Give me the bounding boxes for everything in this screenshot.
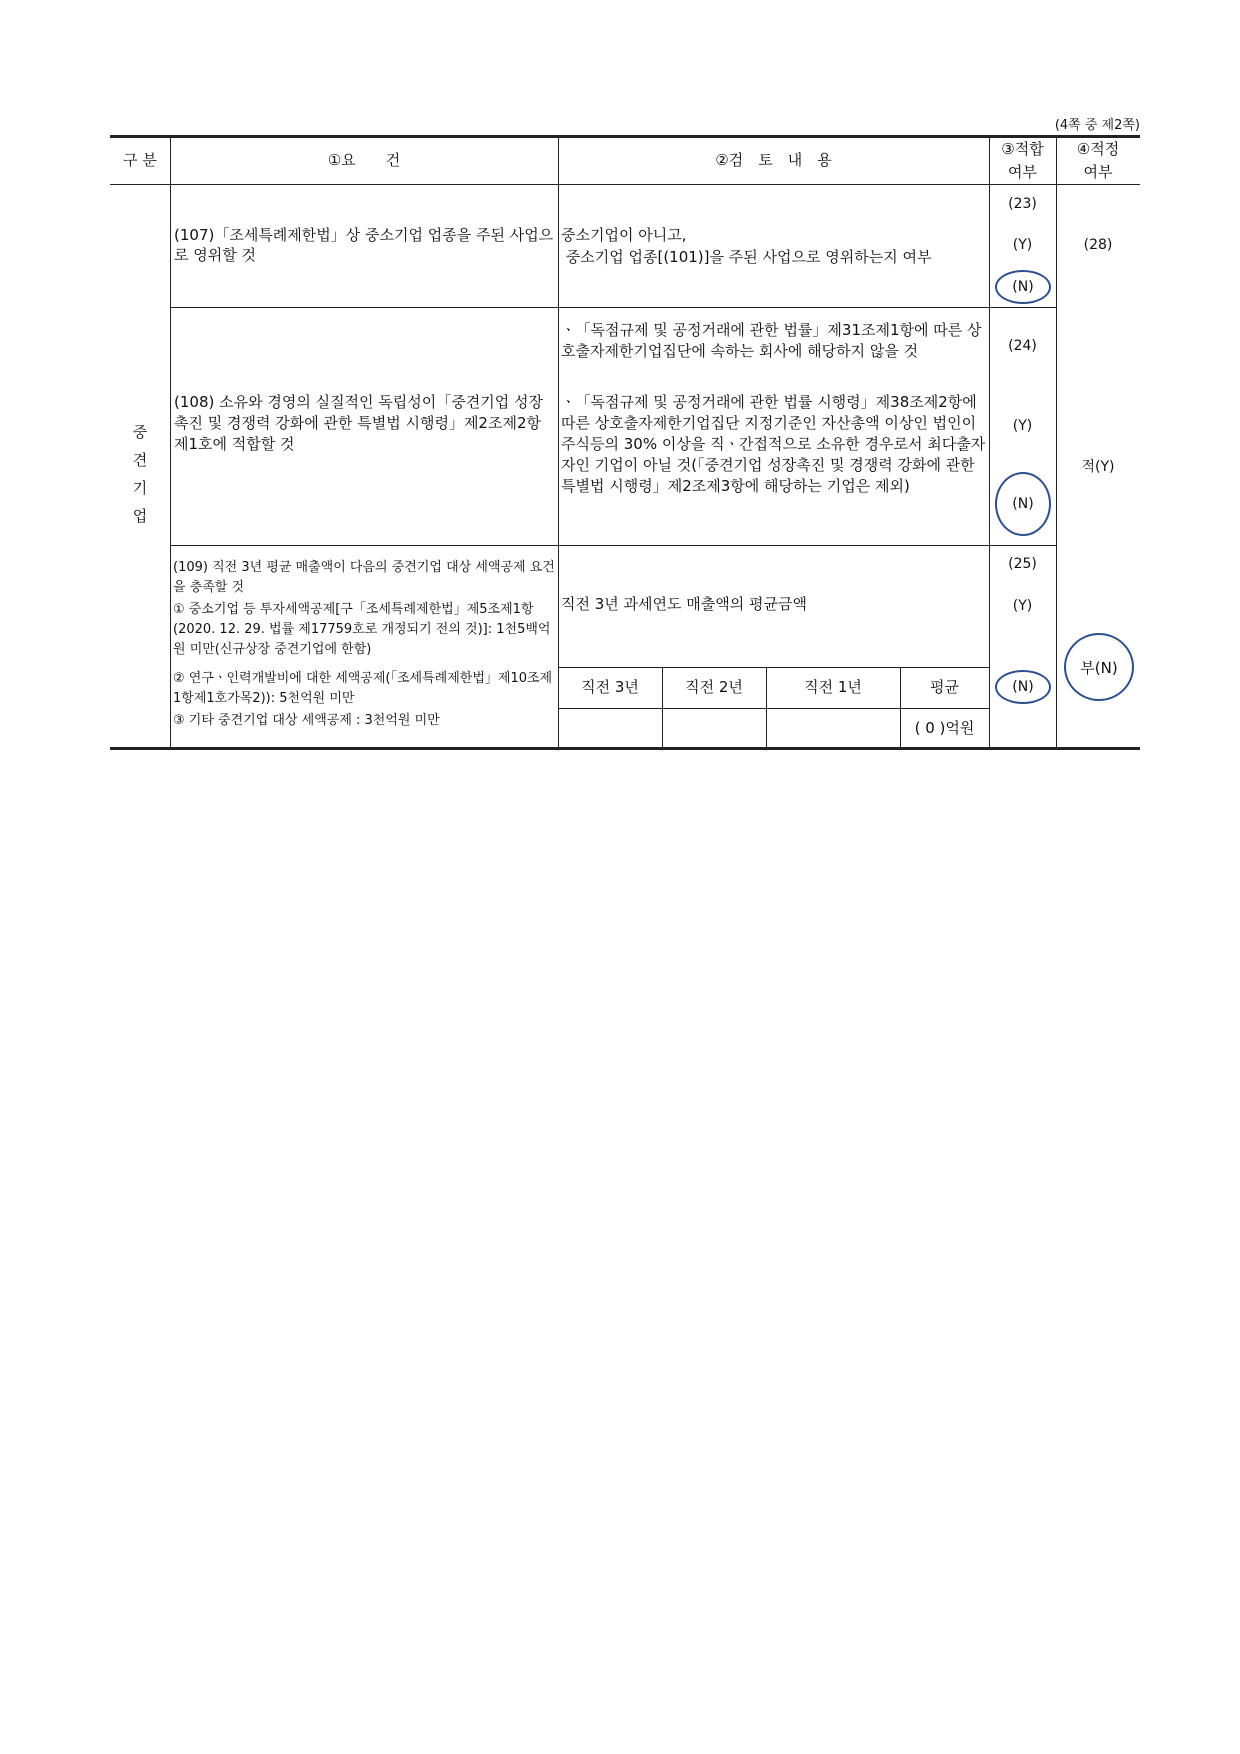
proper-no-option-circled[interactable] (1064, 633, 1134, 701)
fit-column-divider (1056, 136, 1057, 748)
header-fit-line1: ③적합 (1001, 140, 1044, 158)
header-category: 구 분 (123, 151, 157, 169)
proper-yes-option[interactable]: 적(Y) (1081, 459, 1115, 475)
fit-109-yes-option[interactable]: (Y) (1012, 598, 1033, 614)
sales-value-average[interactable]: ( 0 )억원 (914, 719, 975, 737)
sales-header-1y: 직전 1년 (804, 678, 862, 696)
review-108-item1: ㆍ「독점규제 및 공정거래에 관한 법률」제31조제1항에 따른 상호출자제한기업집단에 속하는 회사에 해당하지 않을 것 (561, 321, 982, 360)
sales-header-bottom-border (558, 708, 989, 709)
row-108-bottom-border (170, 545, 1056, 546)
sales-header-average: 평균 (930, 678, 959, 696)
requirement-109-item2: ② 연구ㆍ인력개발비에 대한 세액공제(「조세특례제한법」제10조제1항제1호가목2)): 5천억원 미만 (173, 671, 553, 706)
fit-108-number: (24) (1008, 338, 1037, 354)
header-fit-line2: 여부 (1008, 163, 1037, 181)
requirement-109-intro: (109) 직전 3년 평균 매출액이 다음의 중견기업 대상 세액공제 요건을 충족할 것 (173, 560, 555, 595)
requirement-109-item3: ③ 기타 중견기업 대상 세액공제 : 3천억원 미만 (173, 713, 440, 728)
fit-109-no-option-circled[interactable] (995, 670, 1051, 704)
row-107-bottom-border (170, 307, 1056, 308)
category-char-3: 기 (132, 479, 148, 497)
table-bottom-border (110, 747, 1140, 750)
fit-109-no-label: (N) (1012, 679, 1034, 695)
review-109: 직전 3년 과세연도 매출액의 평균금액 (561, 595, 807, 613)
review-107-line1: 중소기업이 아니고, (561, 226, 687, 244)
fit-108-no-option-circled[interactable] (995, 472, 1051, 536)
category-char-4: 업 (132, 507, 148, 525)
header-requirement: ①요 건 (327, 151, 401, 169)
fit-108-no-label: (N) (1012, 496, 1034, 512)
page-indicator: (4쪽 중 제2쪽) (1054, 118, 1140, 133)
review-column-divider (989, 136, 990, 748)
fit-107-number: (23) (1008, 196, 1037, 212)
header-proper-line1: ④적정 (1076, 140, 1120, 158)
sales-header-top-border (558, 667, 989, 668)
category-char-1: 중 (132, 423, 148, 441)
sales-header-3y: 직전 3년 (581, 678, 639, 696)
table-top-border (110, 135, 1140, 138)
requirement-column-divider (558, 136, 559, 748)
proper-no-label: 부(N) (1080, 658, 1118, 677)
requirement-107: (107)「조세특례제한법」상 중소기업 업종을 주된 사업으로 영위할 것 (174, 226, 554, 264)
fit-108-yes-option[interactable]: (Y) (1012, 418, 1033, 434)
fit-107-no-option-circled[interactable] (995, 270, 1051, 304)
category-column-divider (170, 136, 171, 748)
header-review: ②검 토 내 용 (715, 151, 832, 169)
proper-number: (28) (1083, 237, 1113, 253)
review-108-item2: ㆍ「독점규제 및 공정거래에 관한 법률 시행령」제38조제2항에 따른 상호출자제한기업집단 지정기준인 자산총액 이상인 법인이 주식등의 30% 이상을 직ㆍ간접적으로 소유한 경우로서 최다출자자인 기업이 아닐 것(「중견기업 성장촉진 및 경쟁력 강화에 관한 특별법 시행령」제2조제3항에 해당하는 기업은 제외) (561, 393, 986, 495)
requirement-109-item1: ① 중소기업 등 투자세액공제[구「조세특례제한법」제5조제1항(2020. 12. 29. 법률 제17759호로 개정되기 전의 것)]: 1천5백억원 미만(신규상장 중견기업에 한함) (173, 602, 551, 657)
header-bottom-border (110, 184, 1140, 185)
fit-107-yes-option[interactable]: (Y) (1012, 237, 1033, 253)
requirement-108: (108) 소유와 경영의 실질적인 독립성이「중견기업 성장촉진 및 경쟁력 강화에 관한 특별법 시행령」제2조제2항제1호에 적합할 것 (174, 393, 543, 453)
sales-header-2y: 직전 2년 (685, 678, 743, 696)
category-char-2: 견 (132, 451, 148, 469)
fit-107-no-label: (N) (1012, 279, 1034, 295)
header-proper-line2: 여부 (1083, 163, 1113, 181)
review-107-line2: 중소기업 업종[(101)]을 주된 사업으로 영위하는지 여부 (561, 248, 932, 266)
fit-109-number: (25) (1008, 556, 1037, 572)
